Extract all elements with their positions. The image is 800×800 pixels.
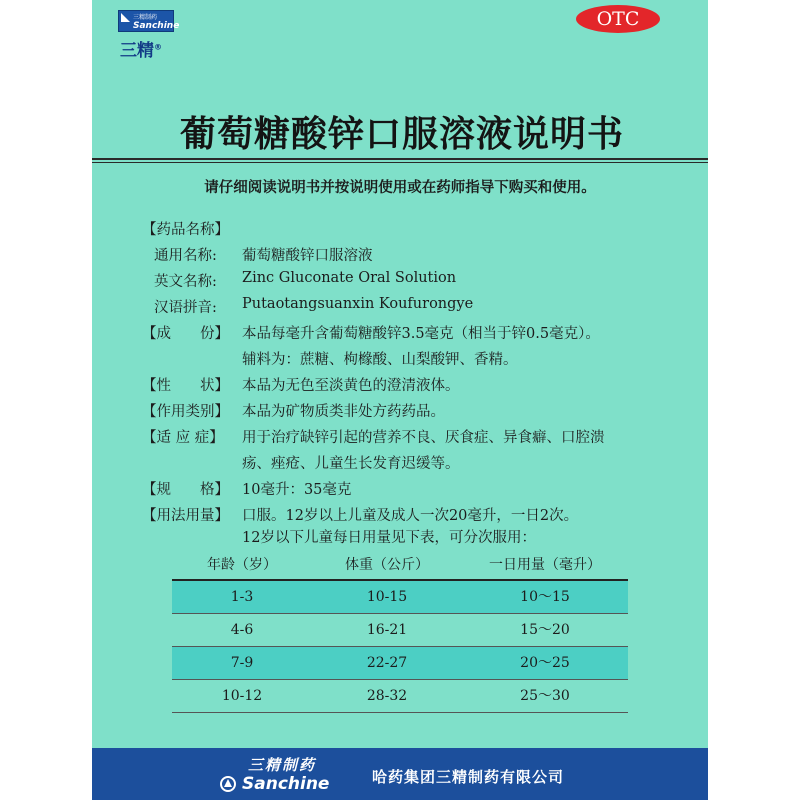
table-row <box>172 647 628 679</box>
table-cell-dose: 15～20 <box>520 622 570 638</box>
package-insert-sheet <box>92 0 708 800</box>
sanchine-logo <box>118 10 180 32</box>
indications-value-line2: 疡、痤疮、儿童生长发育迟缓等。 <box>242 456 460 472</box>
table-divider <box>172 712 628 713</box>
usage-instruction: 请仔细阅读说明书并按说明使用或在药师指导下购买和使用。 <box>204 180 596 196</box>
table-row <box>172 680 628 712</box>
footer-brand-cn: 三精制药 <box>248 756 317 774</box>
brand-name <box>120 36 162 61</box>
table-row <box>172 614 628 646</box>
generic-name-label: 通用名称: <box>154 248 217 264</box>
footer-brand-en: Sanchine <box>242 774 330 794</box>
ingredients-value: 本品每毫升含葡萄糖酸锌3.5毫克（相当于锌0.5毫克）。 <box>242 326 600 342</box>
category-value: 本品为矿物质类非处方药药品。 <box>242 404 445 420</box>
table-cell-age: 10-12 <box>221 688 263 704</box>
pinyin-label: 汉语拼音: <box>154 300 217 316</box>
english-name-value: Zinc Gluconate Oral Solution <box>242 270 457 286</box>
spec-label: 【规 格】 <box>142 482 229 498</box>
sanchine-triangle-icon <box>220 776 236 792</box>
otc-badge: OTC <box>576 5 660 33</box>
registered-mark: ® <box>154 42 162 52</box>
logo-small-text: 三精制药 <box>133 14 158 21</box>
drug-name-label: 【药品名称】 <box>142 222 229 238</box>
properties-label: 【性 状】 <box>142 378 229 394</box>
table-header-weight: 体重（公斤） <box>345 557 429 573</box>
table-header-row <box>172 549 628 581</box>
category-label: 【作用类别】 <box>142 404 229 420</box>
dosage-table <box>172 549 628 709</box>
footer-company-name: 哈药集团三精制药有限公司 <box>372 768 565 786</box>
table-cell-weight: 28-32 <box>366 688 408 704</box>
table-cell-dose: 25～30 <box>520 688 570 704</box>
indications-value-line1: 用于治疗缺锌引起的营养不良、厌食症、异食癖、口腔溃 <box>242 430 605 446</box>
ingredients-label: 【成 份】 <box>142 326 229 342</box>
properties-value: 本品为无色至淡黄色的澄清液体。 <box>242 378 460 394</box>
title-rule-thin <box>92 162 708 163</box>
dosage-value: 口服。12岁以上儿童及成人一次20毫升，一日2次。 <box>242 508 579 524</box>
english-name-label: 英文名称: <box>154 274 217 290</box>
table-cell-dose: 10～15 <box>520 589 570 605</box>
table-row <box>172 581 628 613</box>
table-cell-weight: 16-21 <box>366 622 408 638</box>
indications-label: 【适 应 症】 <box>142 430 224 446</box>
generic-name-value: 葡萄糖酸锌口服溶液 <box>242 248 373 264</box>
table-cell-age: 4-6 <box>230 622 254 638</box>
spec-value: 10毫升：35毫克 <box>242 482 352 498</box>
table-cell-weight: 10-15 <box>366 589 408 605</box>
manufacturer-footer <box>92 748 708 800</box>
title-rule-thick <box>92 158 708 160</box>
dosage-label: 【用法用量】 <box>142 508 229 524</box>
logo-en-text: Sanchine <box>133 21 180 31</box>
dosage-note: 12岁以下儿童每日用量见下表，可分次服用： <box>242 530 536 546</box>
table-cell-dose: 20～25 <box>520 655 570 671</box>
document-title: 葡萄糖酸锌口服溶液说明书 <box>179 114 624 155</box>
brand-cn-text: 三精 <box>120 41 154 61</box>
excipients-value: 辅料为：蔗糖、枸橼酸、山梨酸钾、香精。 <box>242 352 518 368</box>
pinyin-value: Putaotangsuanxin Koufurongye <box>242 296 474 312</box>
table-cell-weight: 22-27 <box>366 655 408 671</box>
table-cell-age: 1-3 <box>230 589 254 605</box>
table-header-age: 年龄（岁） <box>207 557 277 573</box>
table-header-dose: 一日用量（毫升） <box>489 557 601 573</box>
table-cell-age: 7-9 <box>230 655 254 671</box>
